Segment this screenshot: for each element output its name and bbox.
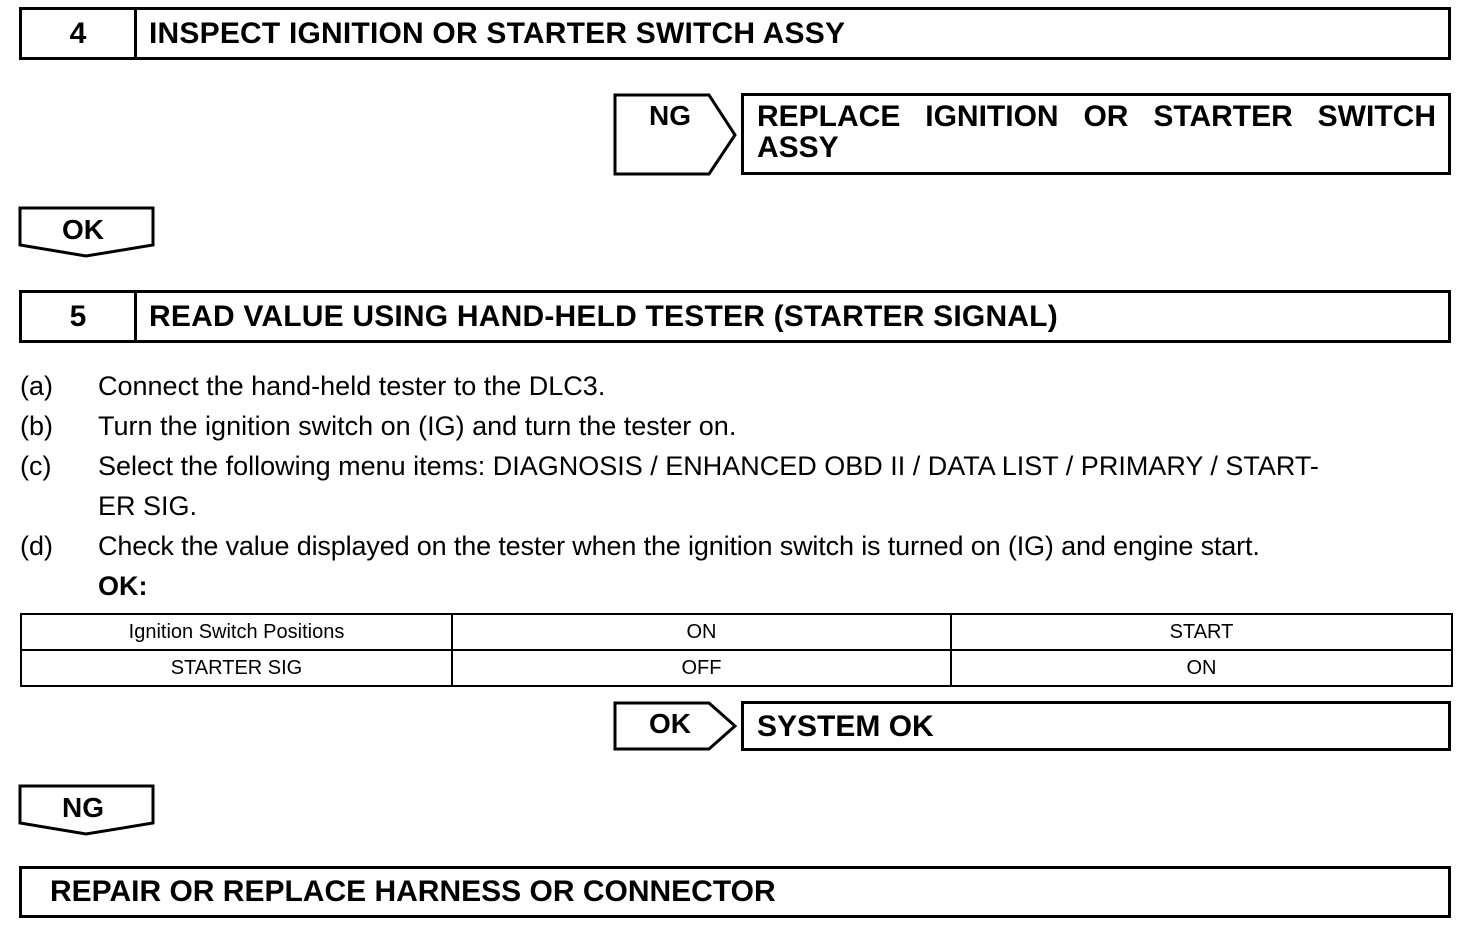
step-5-header [19, 290, 1451, 343]
table-cell: OFF [452, 650, 951, 686]
step-title: INSPECT IGNITION OR STARTER SWITCH ASSY [149, 16, 846, 50]
procedure-letter: (d) [20, 531, 53, 561]
ng-action-line1: REPLACE IGNITION OR STARTER SWITCH [757, 100, 1436, 133]
ok-label: OK [649, 708, 691, 739]
procedure-c [20, 446, 1452, 526]
table-header-cell: START [951, 614, 1452, 650]
ok-label: OK [62, 214, 104, 245]
spec-table [20, 613, 1453, 687]
procedure-d [20, 526, 1452, 566]
step-number: 4 [22, 10, 137, 57]
procedure-text: Check the value displayed on the tester when the ignition switch is turned on (IG) and engine start. [98, 531, 1260, 561]
procedure-b [20, 406, 1452, 446]
final-action-box [19, 866, 1451, 918]
table-header-row [21, 614, 1452, 650]
table-header-cell: Ignition Switch Positions [21, 614, 452, 650]
ok-action-box [741, 701, 1451, 751]
ng-action-line2: ASSY [757, 131, 839, 164]
ok-action-text: SYSTEM OK [757, 710, 934, 743]
procedure-letter: (b) [20, 411, 53, 441]
procedure-text: Turn the ignition switch on (IG) and turn the tester on. [98, 411, 737, 441]
ng-action-box [741, 93, 1451, 175]
step-number: 5 [22, 293, 137, 340]
step-title: READ VALUE USING HAND-HELD TESTER (STARTER SIGNAL) [149, 299, 1058, 333]
ng-label: NG [62, 792, 104, 823]
procedure-a [20, 366, 1452, 406]
procedure-text: Select the following menu items: DIAGNOSIS / ENHANCED OBD II / DATA LIST / PRIMARY / START- [98, 451, 1319, 481]
ng-label: NG [649, 100, 691, 131]
step-4-header [19, 7, 1451, 60]
final-action-text: REPAIR OR REPLACE HARNESS OR CONNECTOR [50, 875, 776, 908]
table-row [21, 650, 1452, 686]
procedure-letter: (a) [20, 371, 53, 401]
procedure-letter: (c) [20, 451, 52, 481]
procedure-text: Connect the hand-held tester to the DLC3. [98, 371, 606, 401]
ok-heading: OK: [98, 571, 148, 601]
table-cell: ON [951, 650, 1452, 686]
procedure-text-continued: ER SIG. [98, 491, 198, 521]
table-header-cell: ON [452, 614, 951, 650]
table-cell: STARTER SIG [21, 650, 452, 686]
